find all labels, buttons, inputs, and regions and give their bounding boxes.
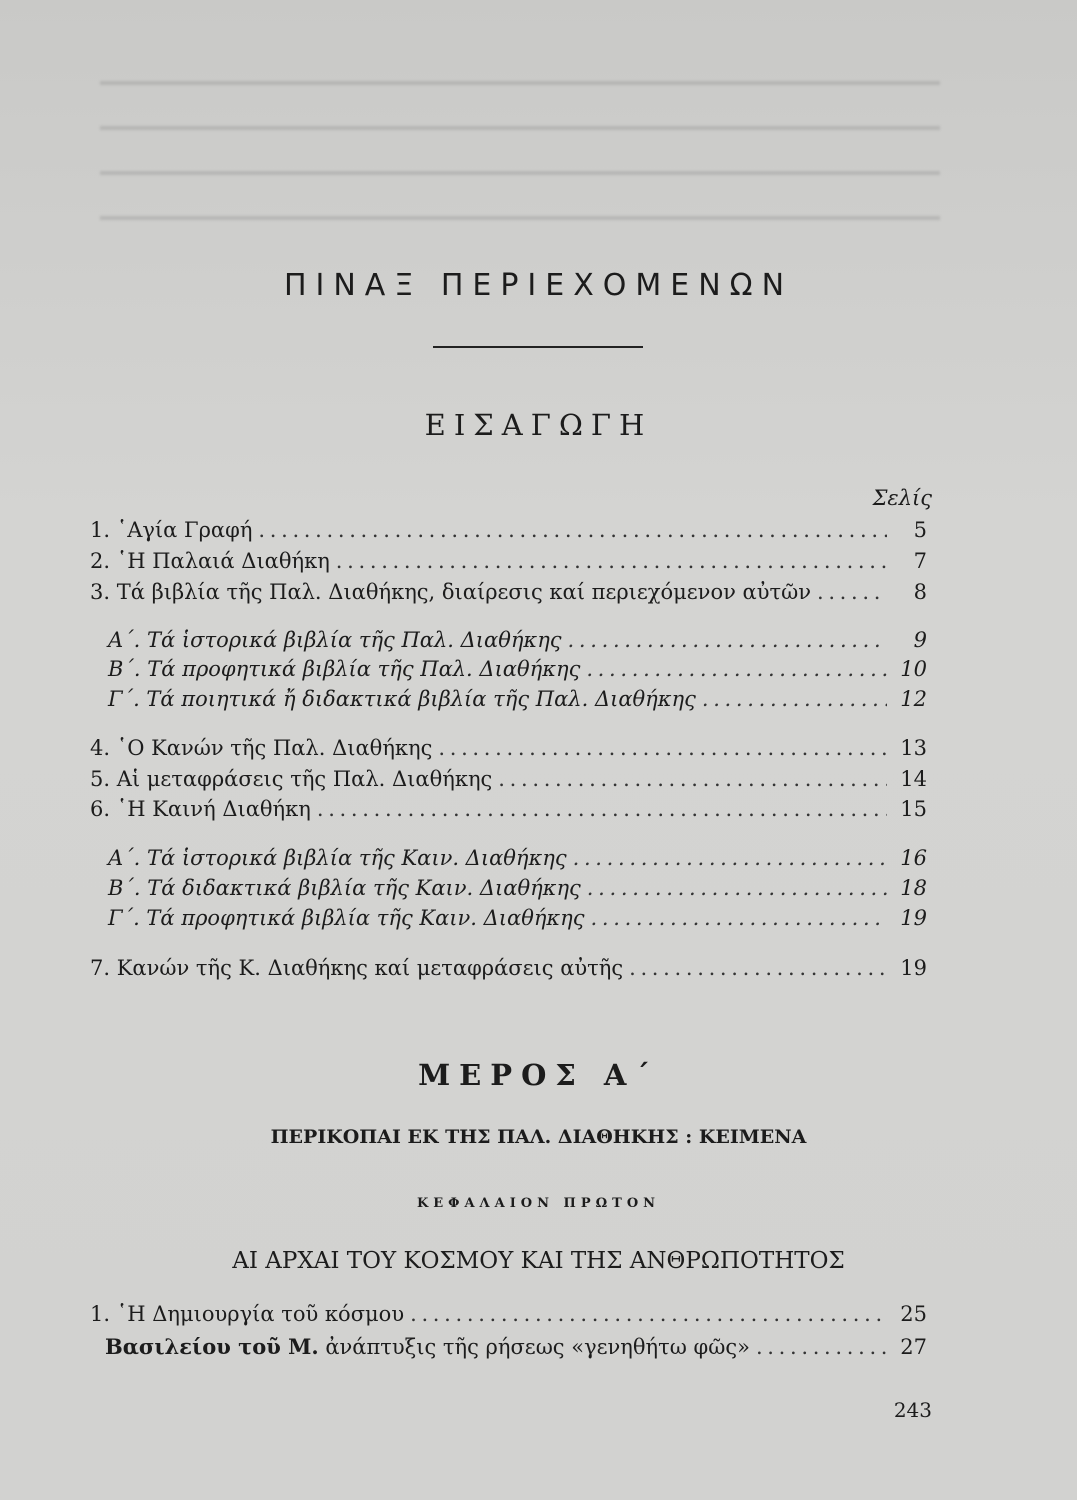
- toc-entry: 1. ῾Αγία Γραφή . . . 5: [90, 518, 927, 542]
- page-column-label: Σελίς: [872, 486, 932, 510]
- entry-title: ἀνάπτυξις τῆς ρήσεως «γενηθήτω φῶς»: [325, 1335, 750, 1359]
- toc-entry: 4. ῾Ο Κανών τῆς Παλ. Διαθήκης . . . 13: [90, 736, 927, 760]
- chapter-title: ΑΙ ΑΡΧΑΙ ΤΟΥ ΚΟΣΜΟΥ ΚΑΙ ΤΗΣ ΑΝΘΡΩΠΟΤΗΤΟΣ: [232, 1248, 845, 1274]
- toc-subentry: Β΄. Τά διδακτικά βιβλία τῆς Καιν. Διαθήκης . . . 18: [108, 876, 927, 900]
- toc-entry: Βασιλείου τοῦ Μ. ἀνάπτυξις τῆς ρήσεως «γενηθήτω φῶς» . . . 27: [105, 1334, 927, 1359]
- toc-subentry: Γ΄. Τά ποιητικά ἤ διδακτικά βιβλία τῆς Παλ. Διαθήκης . . . 12: [108, 687, 927, 711]
- part-subheading: ΠΕΡΙΚΟΠΑΙ ΕΚ ΤΗΣ ΠΑΛ. ΔΙΑΘΗΚΗΣ : ΚΕΙΜΕΝΑ: [270, 1126, 807, 1148]
- title-rule: [433, 346, 643, 348]
- bleed-through-text: [100, 55, 940, 255]
- toc-entry: 1. ῾Η Δημιουργία τοῦ κόσμου . . . 25: [90, 1302, 927, 1326]
- toc-subentry: Α΄. Τά ἱστορικά βιβλία τῆς Παλ. Διαθήκης . . . 9: [108, 628, 927, 652]
- intro-heading: ΕΙΣΑΓΩΓΗ: [424, 408, 653, 442]
- toc-subentry: Α΄. Τά ἱστορικά βιβλία τῆς Καιν. Διαθήκης . . . 16: [108, 846, 927, 870]
- toc-subentry: Β΄. Τά προφητικά βιβλία τῆς Παλ. Διαθήκης . . . 10: [108, 657, 927, 681]
- entry-author: Βασιλείου τοῦ Μ.: [105, 1334, 319, 1359]
- toc-entry: 7. Κανών τῆς Κ. Διαθήκης καί μεταφράσεις αὐτῆς . . . 19: [90, 956, 927, 980]
- toc-title: ΠΙΝΑΞ ΠΕΡΙΕΧΟΜΕΝΩΝ: [283, 268, 794, 303]
- part-heading: ΜΕΡΟΣ Α΄: [418, 1058, 659, 1092]
- toc-subentry: Γ΄. Τά προφητικά βιβλία τῆς Καιν. Διαθήκης . . . 19: [108, 906, 927, 930]
- page-number: 243: [893, 1398, 932, 1422]
- toc-entry: 6. ῾Η Καινή Διαθήκη . . . 15: [90, 797, 927, 821]
- toc-entry: 3. Τά βιβλία τῆς Παλ. Διαθήκης, διαίρεσις καί περιεχόμενον αὐτῶν . . . 8: [90, 580, 927, 604]
- toc-entry: 5. Αἱ μεταφράσεις τῆς Παλ. Διαθήκης . . . 14: [90, 767, 927, 791]
- toc-entry: 2. ῾Η Παλαιά Διαθήκη . . . 7: [90, 549, 927, 573]
- chapter-label: ΚΕΦΑΛΑΙΟΝ ΠΡΩΤΟΝ: [416, 1196, 661, 1211]
